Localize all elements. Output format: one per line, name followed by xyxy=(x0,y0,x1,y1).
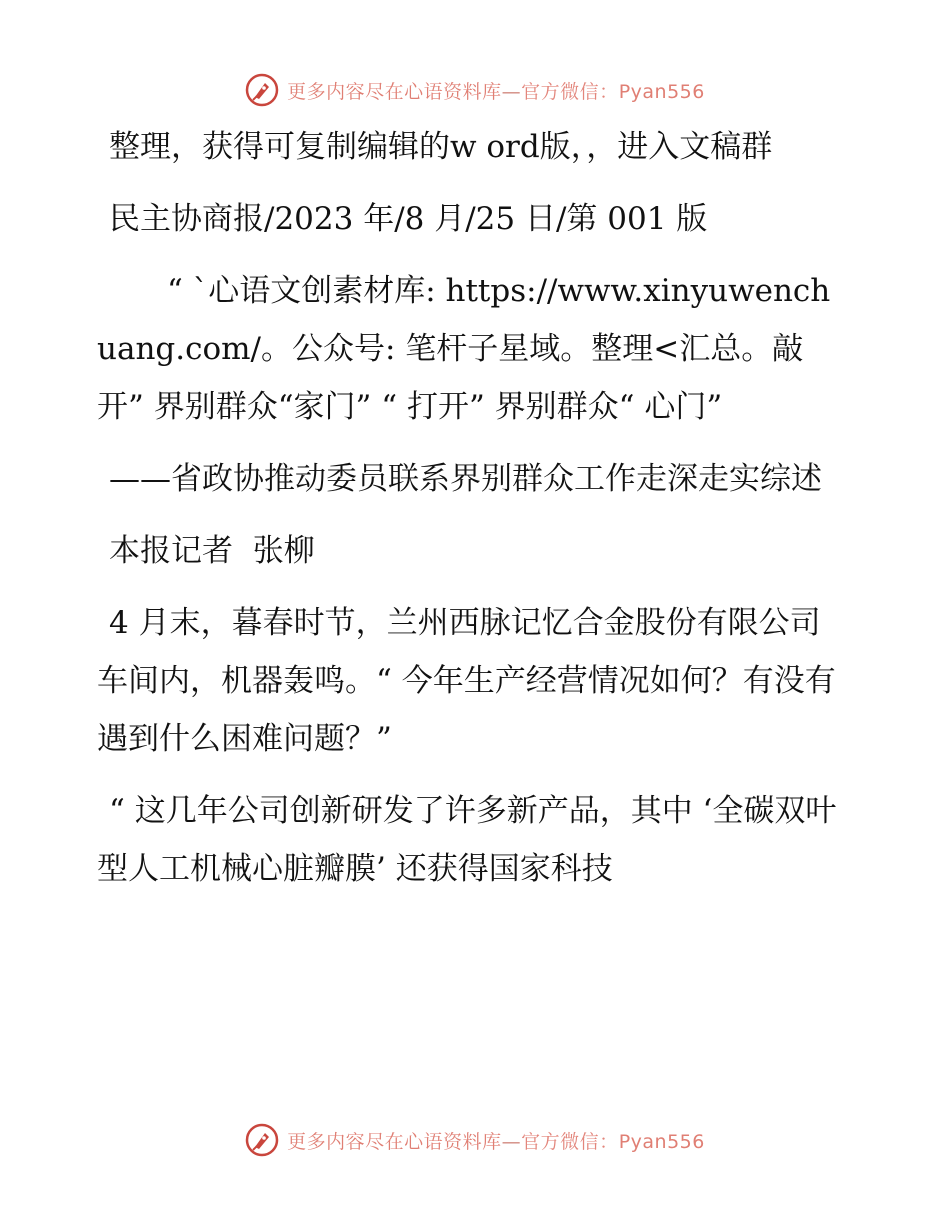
watermark-contact-label: 官方微信： xyxy=(521,80,619,103)
byline: 本报记者 张柳 xyxy=(109,533,315,569)
paragraph-2: “ 这几年公司创新研发了许多新产品，其中 ‘全碳双叶型人工机械心脏瓣膜’ 还获得国家科技 xyxy=(97,793,837,887)
document-body xyxy=(97,118,842,898)
header-watermark xyxy=(0,70,950,110)
resource-line: “ `心语文创素材库: https://www.xinyuwenchuang.com/。公众号: 笔杆子星域。整理<汇总。敲开” 界别群众“家门” “ 打开” 界别群众“ 心门” xyxy=(97,273,831,425)
footer-watermark xyxy=(0,1120,950,1160)
intro-line: 整理，获得可复制编辑的w ord版，，进入文稿群 xyxy=(109,129,773,165)
watermark-text xyxy=(287,77,705,104)
pen-nib-logo-icon xyxy=(245,73,279,107)
watermark-separator: — xyxy=(501,80,522,103)
watermark-contact-label: 官方微信： xyxy=(521,1130,619,1153)
source-line: 民主协商报/2023 年/8 月/25 日/第 001 版 xyxy=(109,201,708,237)
pen-nib-logo-icon xyxy=(245,1123,279,1157)
paragraph-1: 4 月末，暮春时节，兰州西脉记忆合金股份有限公司车间内，机器轰鸣。“ 今年生产经营情况如何？有没有遇到什么困难问题？” xyxy=(97,605,836,757)
watermark-contact-id: Pyan556 xyxy=(618,80,705,103)
watermark-main: 更多内容尽在心语资料库 xyxy=(287,1130,502,1153)
watermark-main: 更多内容尽在心语资料库 xyxy=(287,80,502,103)
watermark-contact-id: Pyan556 xyxy=(618,1130,705,1153)
watermark-text xyxy=(287,1127,705,1154)
article-subtitle: ——省政协推动委员联系界别群众工作走深走实综述 xyxy=(109,461,822,497)
watermark-separator: — xyxy=(501,1130,522,1153)
